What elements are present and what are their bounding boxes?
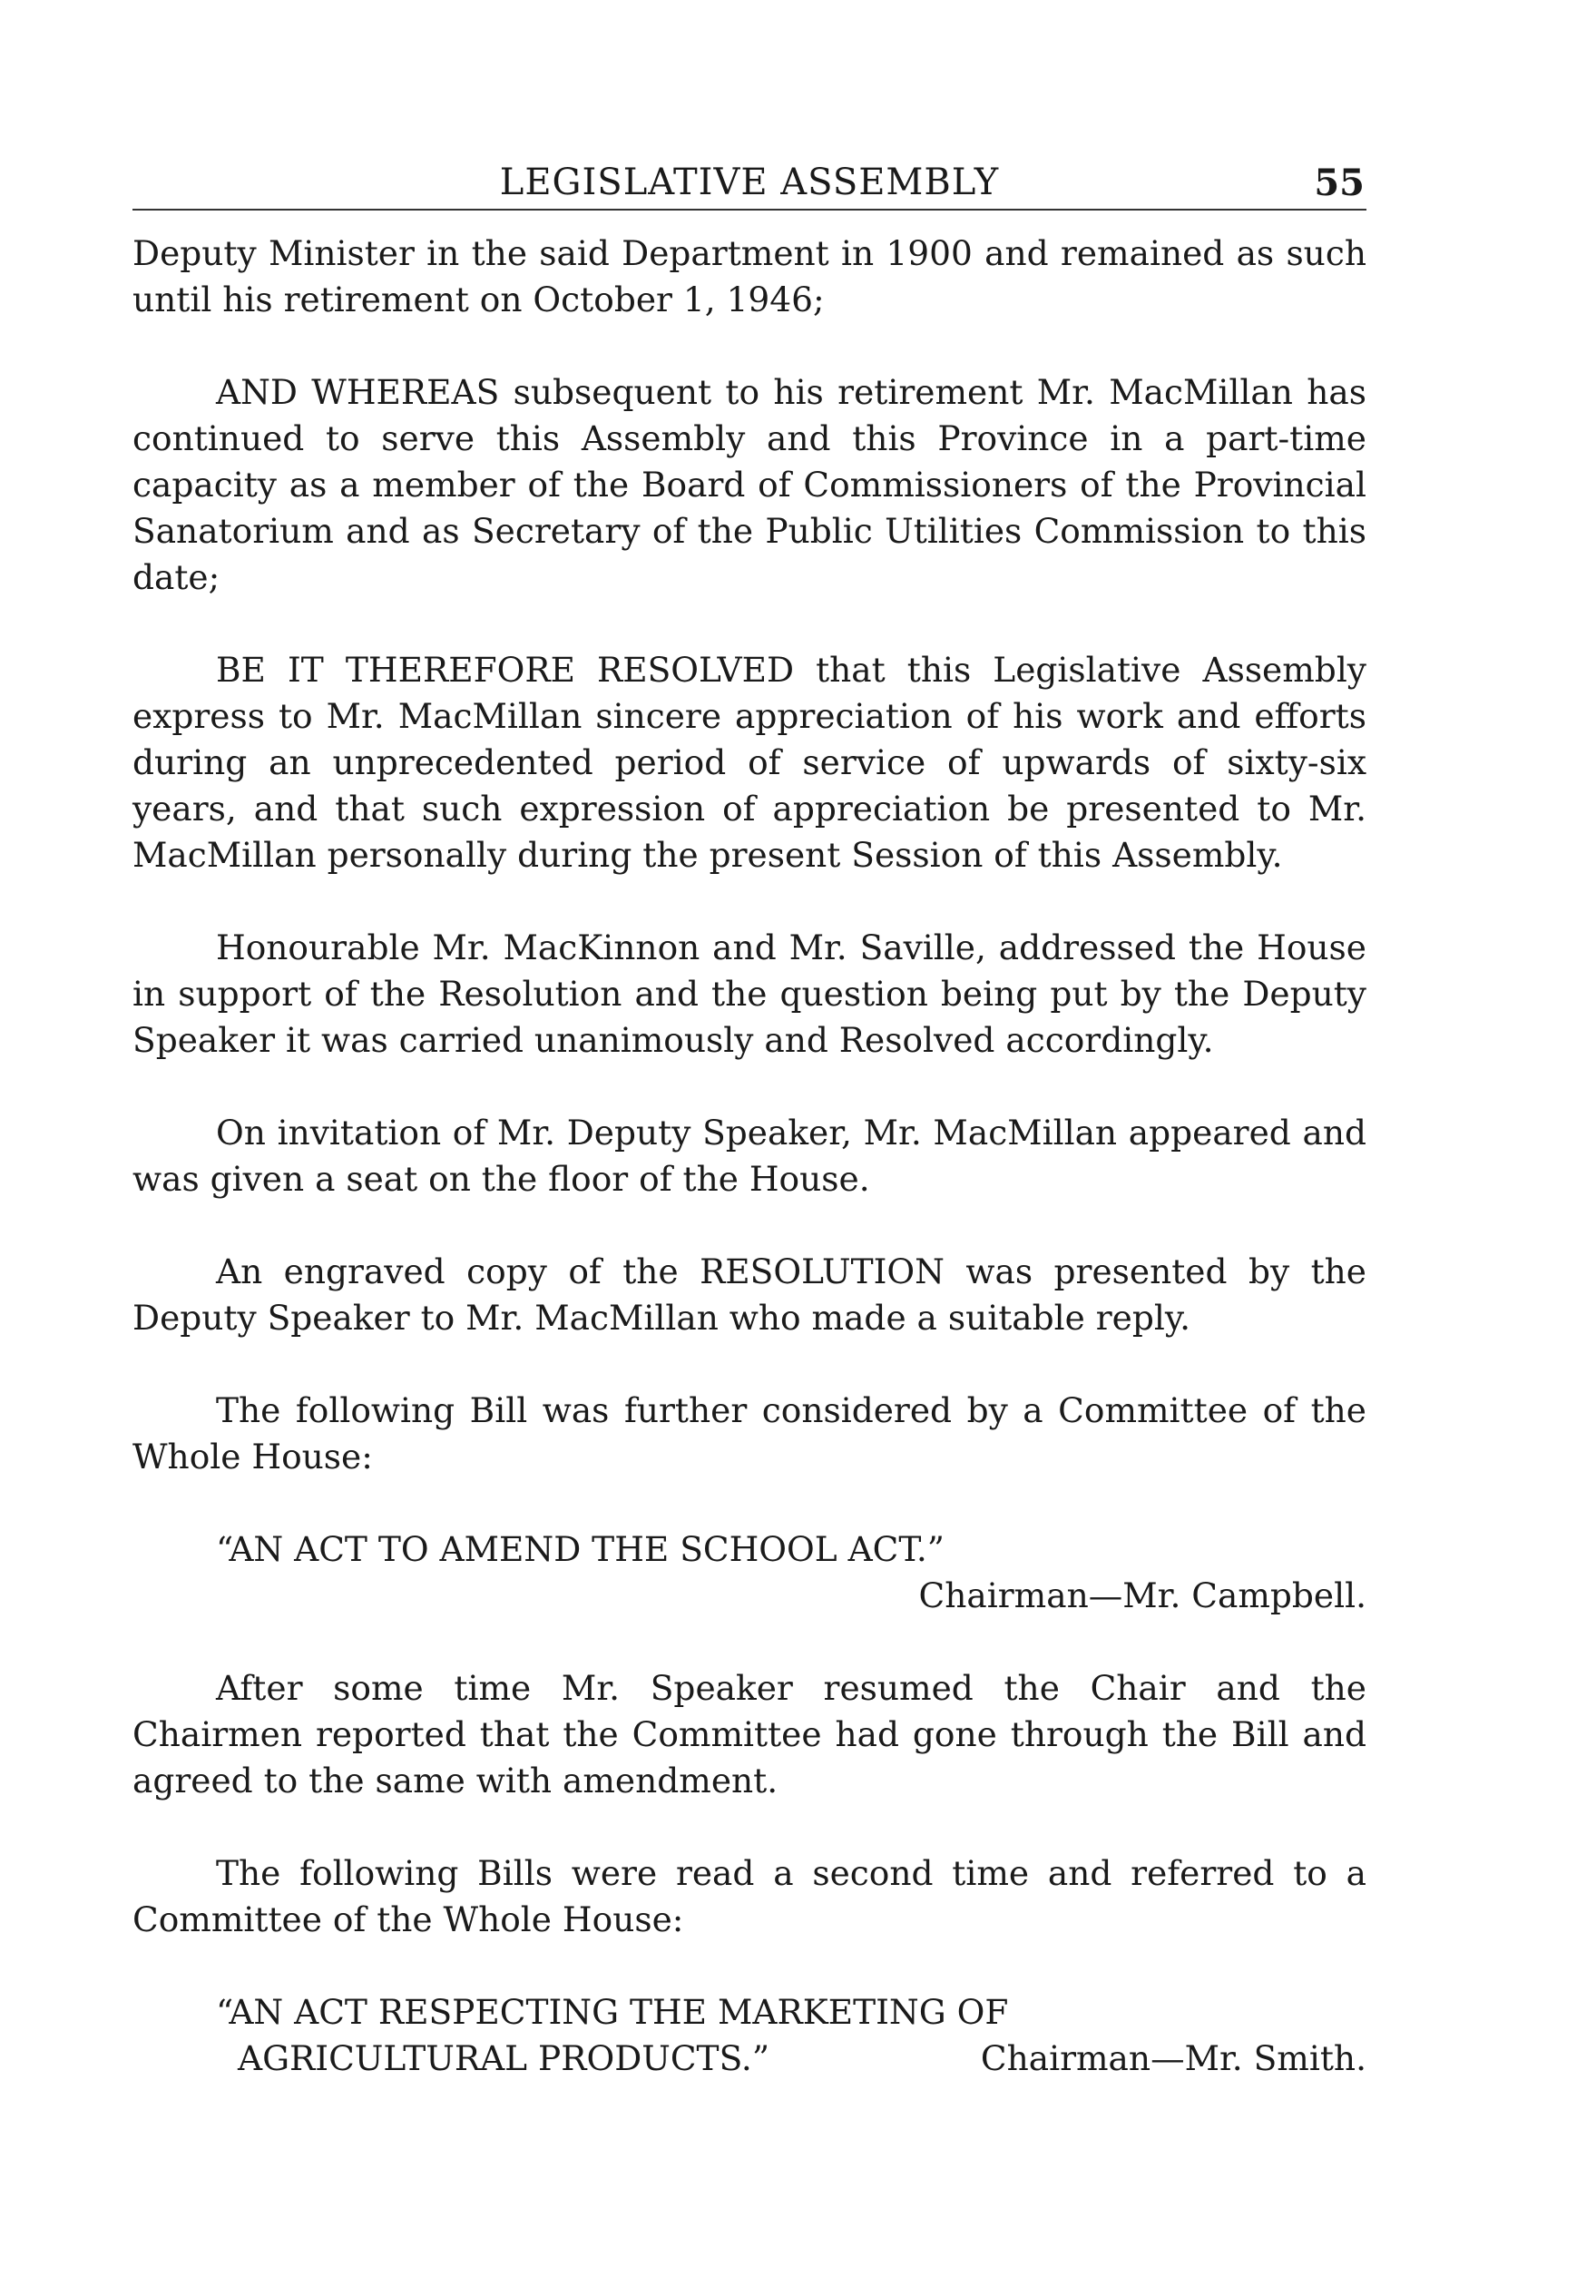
paragraph-resolved: BE IT THEREFORE RESOLVED that this Legislative Assembly express to Mr. MacMillan sincere appreciation of his work and efforts during an unprecedented period of service of upwards of sixty-six years, and that such expression of appreciation be presented to Mr. MacMillan personally during the present Session of this Assembly. [132,650,1366,875]
act-chairman: Chairman—Mr. Smith. [980,2038,1366,2078]
paragraph-addressed: Honourable Mr. MacKinnon and Mr. Saville, addressed the House in support of the Resolution and the question being put by the Deputy Speaker it was carried unanimously and Resolved accordingly. [132,927,1366,1060]
paragraph-engraved-copy: An engraved copy of the RESOLUTION was presented by the Deputy Speaker to Mr. MacMillan who made a suitable reply. [132,1251,1366,1338]
act-chairman: Chairman—Mr. Campbell. [918,1575,1366,1615]
act-title-line-2: AGRICULTURAL PRODUCTS.” [238,2038,770,2078]
paragraph-whereas: AND WHEREAS subsequent to his retirement Mr. MacMillan has continued to serve this Assembly and this Province in a part-time capacity as a member of the Board of Commissioners of the Provincial Sanatorium and as Secretary of the Public Utilities Commission to this date; [132,372,1366,597]
header-title: LEGISLATIVE ASSEMBLY [499,162,1000,203]
paragraph-speaker-resumed: After some time Mr. Speaker resumed the Chair and the Chairmen reported that the Committee had gone through the Bill and agreed to the same with amendment. [132,1668,1366,1800]
document-page [132,145,1366,2082]
act-title-line-1: “AN ACT RESPECTING THE MARKETING OF [216,1992,1009,2032]
act-entry-marketing [132,1989,1366,2082]
act-title: “AN ACT TO AMEND THE SCHOOL ACT.” [216,1529,945,1569]
page-header [132,145,1366,211]
act-entry-school [132,1526,1366,1619]
paragraph-invitation: On invitation of Mr. Deputy Speaker, Mr. MacMillan appeared and was given a seat on the floor of the House. [132,1113,1366,1199]
paragraph-second-reading: The following Bills were read a second time and referred to a Committee of the Whole House: [132,1853,1366,1939]
page-number: 55 [1314,162,1365,204]
paragraph-bill-considered: The following Bill was further considered by a Committee of the Whole House: [132,1390,1366,1477]
paragraph-continuation: Deputy Minister in the said Department in 1900 and remained as such until his retirement on October 1, 1946; [132,233,1366,319]
